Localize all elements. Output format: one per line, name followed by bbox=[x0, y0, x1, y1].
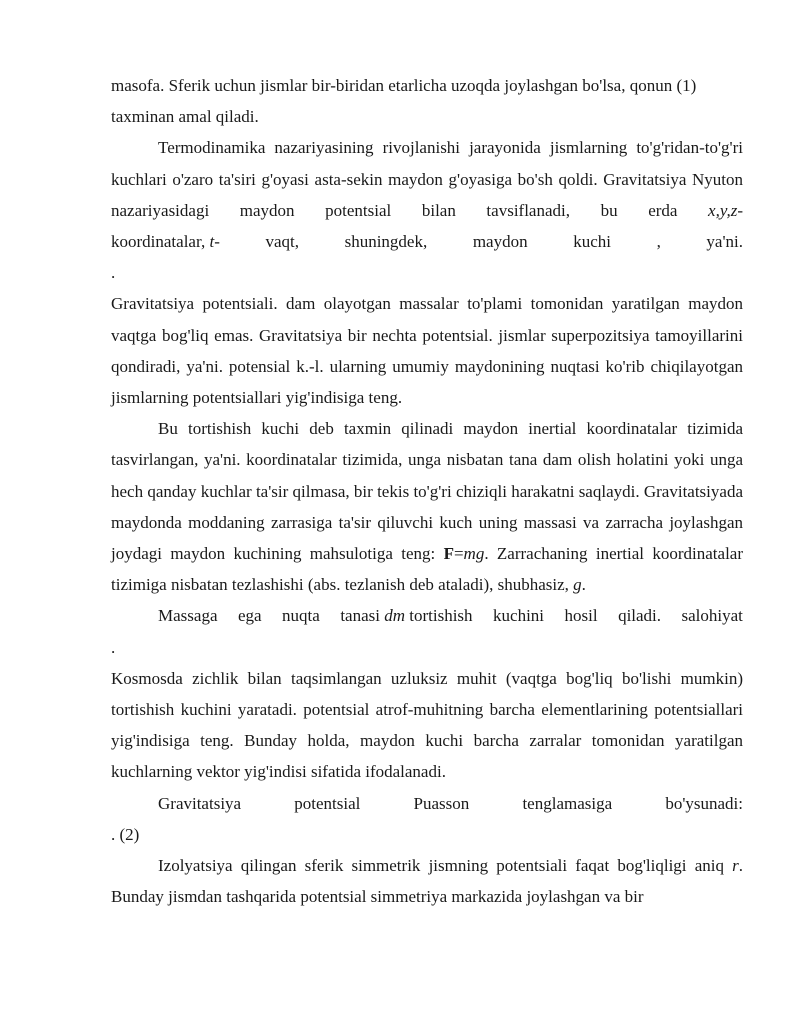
text-word: potentsial bbox=[294, 793, 361, 813]
text-word: ega bbox=[237, 606, 262, 626]
text-word: vaqt, bbox=[265, 232, 299, 252]
text-word: , bbox=[656, 232, 661, 252]
text-word: Gravitatsiya bbox=[158, 793, 242, 813]
text-word: tenglamasiga bbox=[522, 793, 613, 813]
paragraph-6 bbox=[111, 663, 743, 788]
formula-placeholder-dot: . bbox=[111, 263, 116, 283]
text-word: tortishish bbox=[409, 606, 473, 626]
paragraph-1-line-2 bbox=[111, 101, 743, 132]
radius-symbol: r bbox=[732, 856, 739, 876]
force-symbol: F bbox=[443, 544, 454, 564]
mass-element-symbol: dm bbox=[384, 606, 405, 626]
text-word: Massaga bbox=[158, 606, 218, 626]
text-line: taxminan amal qiladi. bbox=[111, 107, 259, 127]
time-variable: t bbox=[209, 232, 215, 252]
paragraph-2-last-line bbox=[111, 226, 743, 257]
text-line: masofa. Sferik uchun jismlar bir-biridan etarlicha uzoqda joylashgan bo'lsa, qonun (1) bbox=[111, 76, 697, 95]
text-word: tanasi bbox=[340, 606, 380, 626]
document-page bbox=[111, 70, 743, 912]
paragraph-5 bbox=[111, 600, 743, 631]
text-run: Gravitatsiya potentsiali. dam olayotgan massalar to'plami tomonidan yaratilgan maydon vaqtga bog'liq emas. Gravitatsiya bir nechta potentsial. jismlar superpozitsiya tamoyillarini qondiradi, ya'ni. potensial k.-l. ularning umumiy maydonining nuqtasi ko'rib chiqilayotgan jismlarning potentsiallari yig'indisiga teng. bbox=[111, 294, 743, 408]
paragraph-2 bbox=[111, 132, 743, 226]
text-run: Termodinamika nazariyasining rivojlanishi jarayonida jismlarning to'g'ridan-to'g'ri kuchlari o'zaro ta'siri g'oyasi asta-sekin maydon g'oyasiga bo'sh qoldi. Gravitatsiya Nyuton nazariyasidagi maydon potentsial bilan tavsiflanadi, bu erda bbox=[111, 138, 743, 220]
paragraph-1-line-1 bbox=[111, 70, 743, 101]
mass-gravity-product: mg bbox=[463, 544, 485, 564]
text-run: Kosmosda zichlik bilan taqsimlangan uzluksiz muhit (vaqtga bog'liq bo'lishi mumkin) tortishish kuchini yaratadi. potentsial atrof-muhitning barcha elementlarining potentsiallari yig'indisiga teng. Bunday holda, maydon kuchi barcha zarralar tomonidan yaratilgan kuchlarning vektor yig'indisi sifatida ifodalanadi. bbox=[111, 668, 743, 782]
text-word: maydon bbox=[472, 232, 528, 252]
text-word: Puasson bbox=[413, 793, 470, 813]
text-run: . Bunday jismdan tashqarida potentsial simmetriya markazida joylashgan va bir bbox=[111, 856, 743, 907]
paragraph-4: Bu tortishish kuchi deb taxmin qilinadi maydon inertial koordinatalar tizimida tasvirlangan, ya'ni. koordinatalar tizimida, unga nisbatan tana dam olish holatini yoki unga hech qanday kuchlar ta'sir qilmasa, bir tekis to'g'ri chiziqli harakatni saqlaydi. Gravitatsiyada maydonda moddaning zarrasiga ta'sir qiluvchi kuch uning massasi va zarracha joylashgan joydagi maydon kuchining mahsulotiga teng: F=mg. Zarrachaning inertial koordinatalar tizimiga nisbatan tezlashishi (abs. tezlanish deb ataladi), shubhasiz, g. bbox=[111, 419, 743, 595]
text-word: koordinatalar, bbox=[111, 232, 206, 252]
text-word: nuqta bbox=[282, 606, 320, 626]
paragraph-3 bbox=[111, 288, 743, 413]
formula-placeholder-dot: . bbox=[111, 637, 116, 657]
text-word: bo'ysunadi: bbox=[665, 793, 743, 813]
text-run: - bbox=[737, 200, 743, 220]
text-word: ya'ni. bbox=[706, 232, 743, 252]
equation-number: . (2) bbox=[111, 824, 140, 844]
text-run: Bu tortishish kuchi deb taxmin qilinadi maydon inertial koordinatalar tizimida tasvirlangan, ya'ni. koordinatalar tizimida, unga nisbatan tana dam olish holatini yoki unga hech qanday kuchlar ta'sir qilmasa, bir tekis to'g'ri chiziqli harakatni saqlaydi. Gravitatsiyada maydonda moddaning zarrasiga ta'sir qiluvchi kuch uning massasi va zarracha joylashgan joydagi maydon kuchining mahsulotiga teng: bbox=[111, 419, 743, 564]
paragraph-8 bbox=[111, 850, 743, 912]
text-run: . Zarrachaning inertial koordinatalar tizimiga nisbatan tezlashishi (abs. tezlanish deb ataladi), shubhasiz, bbox=[111, 544, 743, 595]
text-word: salohiyat bbox=[681, 606, 743, 626]
text-word: shuningdek, bbox=[344, 232, 428, 252]
paragraph-7 bbox=[111, 788, 743, 819]
acceleration-symbol: g bbox=[573, 575, 582, 595]
coordinate-variables: x,y,z bbox=[708, 200, 738, 220]
text-word: kuchini bbox=[493, 606, 545, 626]
text-word: hosil bbox=[564, 606, 598, 626]
text-run: Izolyatsiya qilingan sferik simmetrik jismning potentsiali faqat bog'liqligi aniq bbox=[158, 856, 733, 876]
text-word: - bbox=[214, 232, 220, 252]
text-word: kuchi bbox=[573, 232, 611, 252]
text-word: qiladi. bbox=[618, 606, 662, 626]
